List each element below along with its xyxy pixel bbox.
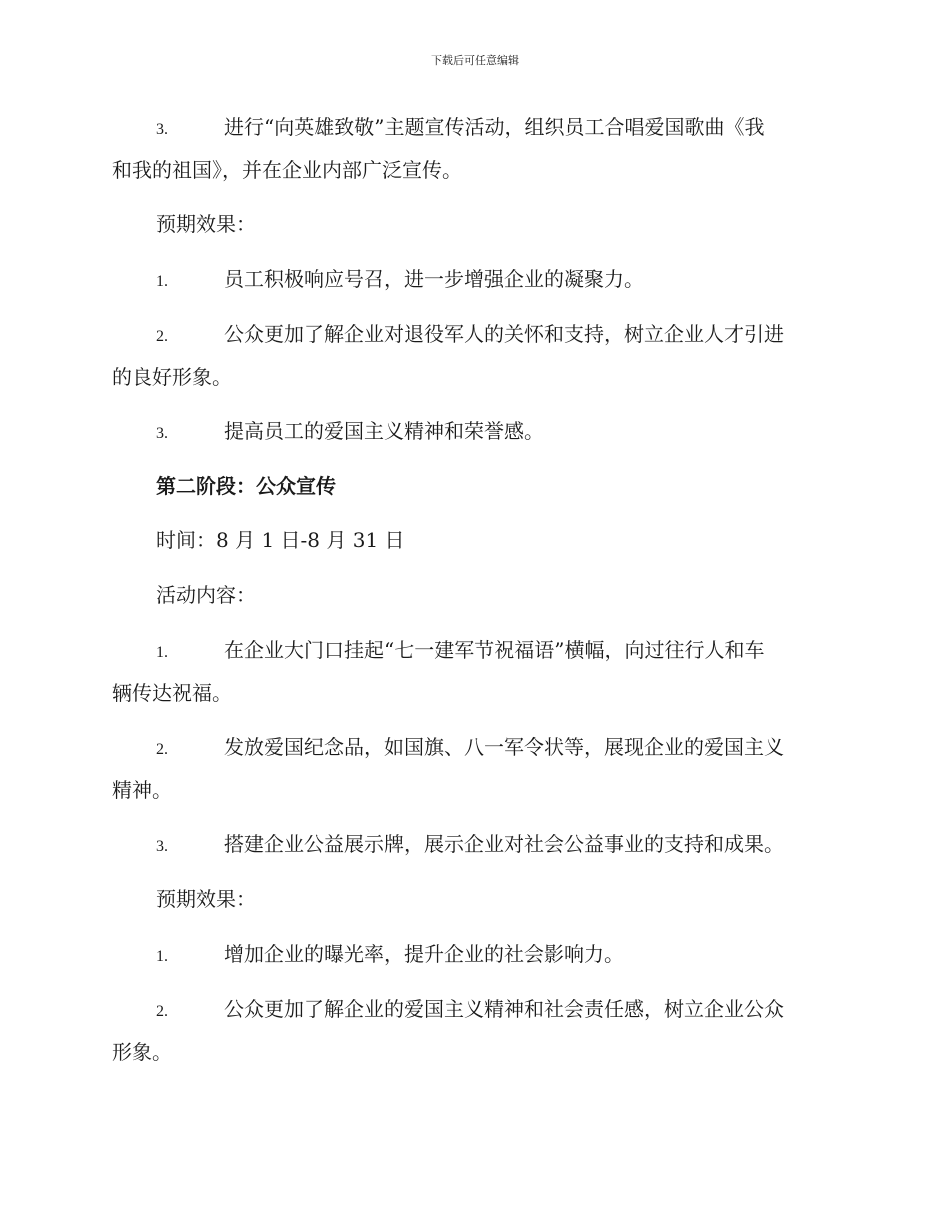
list-number: 1.	[156, 273, 168, 290]
page-header: 下载后可任意编辑	[431, 54, 519, 67]
list-number: 3.	[156, 121, 168, 138]
list-item	[112, 824, 834, 867]
list-item	[112, 411, 834, 454]
list-text-continued: 辆传达祝福。	[112, 681, 232, 705]
effect-label: 预期效果：	[156, 212, 256, 236]
list-text: 公众更加了解企业对退役军人的关怀和支持，树立企业人才引进	[224, 322, 784, 346]
list-item	[112, 989, 834, 1073]
section-heading: 第二阶段：公众宣传	[156, 474, 336, 498]
list-item	[112, 314, 834, 398]
list-text: 进行“向英雄致敬”主题宣传活动，组织员工合唱爱国歌曲《我	[224, 115, 765, 139]
activity-label: 活动内容：	[156, 583, 256, 607]
list-text: 公众更加了解企业的爱国主义精神和社会责任感，树立企业公众	[224, 997, 784, 1021]
list-item	[112, 259, 834, 302]
list-text: 增加企业的曝光率，提升企业的社会影响力。	[224, 942, 624, 966]
effect-label: 预期效果：	[156, 887, 256, 911]
list-number: 2.	[156, 1003, 168, 1020]
list-item	[112, 630, 834, 714]
list-text: 搭建企业公益展示牌，展示企业对社会公益事业的支持和成果。	[224, 832, 784, 856]
list-text-continued: 的良好形象。	[112, 365, 232, 389]
list-number: 1.	[156, 644, 168, 661]
list-text: 员工积极响应号召，进一步增强企业的凝聚力。	[224, 267, 644, 291]
list-text: 发放爱国纪念品，如国旗、八一军令状等，展现企业的爱国主义	[224, 735, 784, 759]
list-number: 2.	[156, 328, 168, 345]
list-text-continued: 精神。	[112, 778, 172, 802]
list-number: 1.	[156, 948, 168, 965]
list-item	[112, 727, 834, 811]
list-text-continued: 和我的祖国》，并在企业内部广泛宣传。	[112, 158, 462, 182]
time-line: 时间：8 月 1 日-8 月 31 日	[156, 528, 405, 552]
list-text: 提高员工的爱国主义精神和荣誉感。	[224, 419, 544, 443]
list-number: 3.	[156, 838, 168, 855]
list-number: 2.	[156, 741, 168, 758]
list-item	[112, 934, 834, 977]
list-text-continued: 形象。	[112, 1040, 172, 1064]
list-item	[112, 107, 834, 191]
list-text: 在企业大门口挂起“七一建军节祝福语”横幅，向过往行人和车	[224, 638, 765, 662]
list-number: 3.	[156, 425, 168, 442]
